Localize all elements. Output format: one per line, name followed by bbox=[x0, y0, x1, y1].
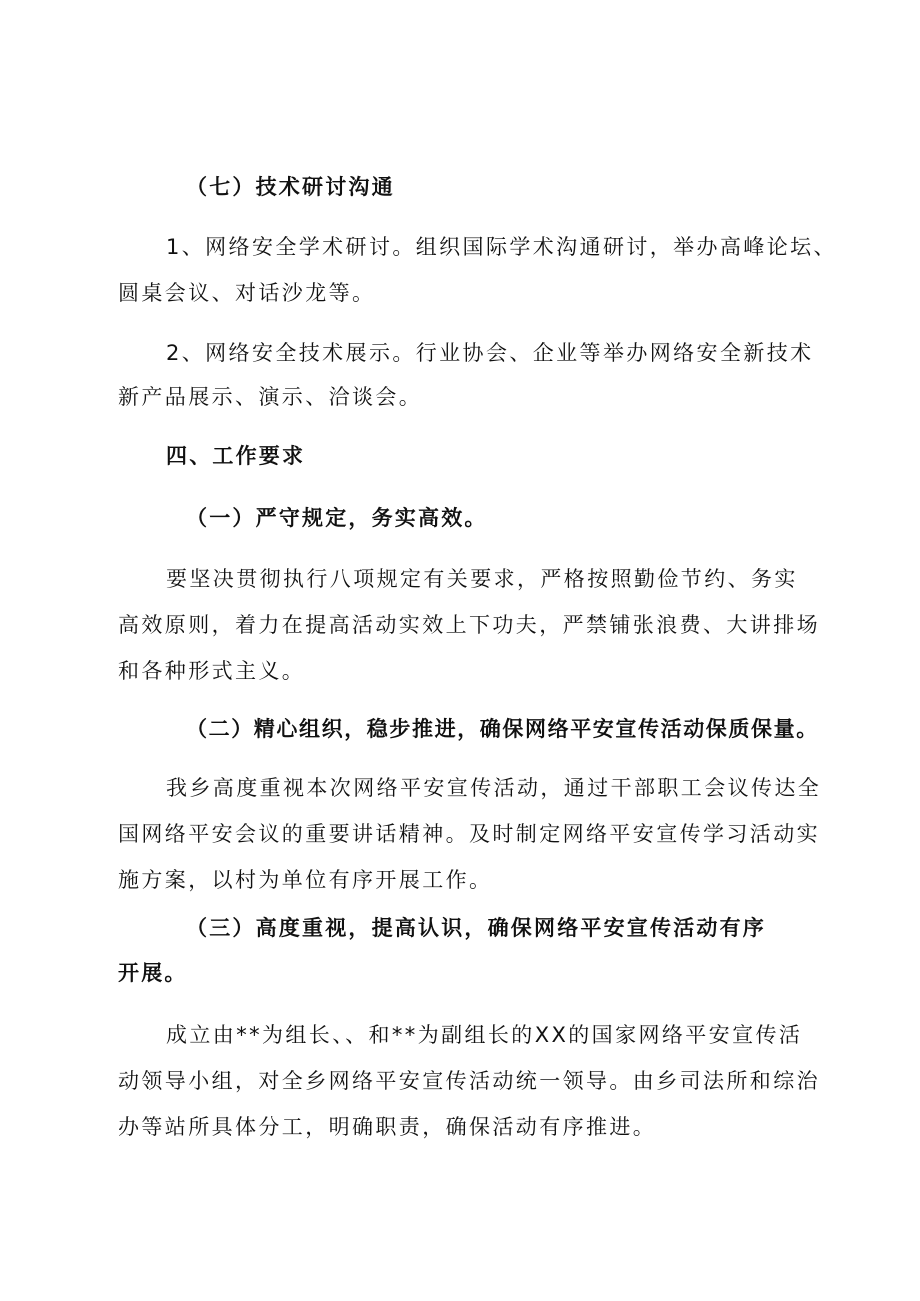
requirement-3-line-3: 办等站所具体分工，明确职责，确保活动有序推进。 bbox=[118, 1115, 657, 1139]
requirement-2-line-2: 国网络平安会议的重要讲话精神。及时制定网络平安宣传学习活动实 bbox=[118, 822, 820, 846]
requirement-1-line-3: 和各种形式主义。 bbox=[118, 659, 306, 683]
requirement-3-line-2: 动领导小组，对全乡网络平安宣传活动统一领导。由乡司法所和综治 bbox=[118, 1069, 820, 1093]
requirement-1-heading: （一）严守规定，务实高效。 bbox=[186, 506, 488, 530]
item-1-line-1: 1、网络安全学术研讨。组织国际学术沟通研讨，举办高峰论坛、 bbox=[166, 235, 837, 259]
requirement-3-line-1: 成立由**为组长、、和**为副组长的XX的国家网络平安宣传活 bbox=[166, 1023, 803, 1047]
part-4-heading: 四、工作要求 bbox=[166, 444, 306, 468]
item-2-line-2: 新产品展示、演示、洽谈会。 bbox=[118, 385, 423, 409]
item-1-line-2: 圆桌会议、对话沙龙等。 bbox=[118, 281, 376, 305]
requirement-1-line-2: 高效原则，着力在提高活动实效上下功夫，严禁铺张浪费、大讲排场 bbox=[118, 613, 820, 637]
item-2-line-1: 2、网络安全技术展示。行业协会、企业等举办网络安全新技术 bbox=[166, 341, 814, 365]
requirement-2-line-1: 我乡高度重视本次网络平安宣传活动，通过干部职工会议传达全 bbox=[166, 776, 822, 800]
section-7-heading: （七）技术研讨沟通 bbox=[186, 175, 395, 199]
requirement-1-line-1: 要坚决贯彻执行八项规定有关要求，严格按照勤俭节约、务实 bbox=[166, 567, 798, 591]
requirement-3-heading-line-1: （三）高度重视，提高认识，确保网络平安宣传活动有序 bbox=[186, 916, 766, 940]
requirement-3-heading-line-2: 开展。 bbox=[118, 961, 188, 985]
requirement-2-heading: （二）精心组织，稳步推进，确保网络平安宣传活动保质保量。 bbox=[186, 717, 819, 741]
requirement-2-line-3: 施方案，以村为单位有序开展工作。 bbox=[118, 868, 493, 892]
